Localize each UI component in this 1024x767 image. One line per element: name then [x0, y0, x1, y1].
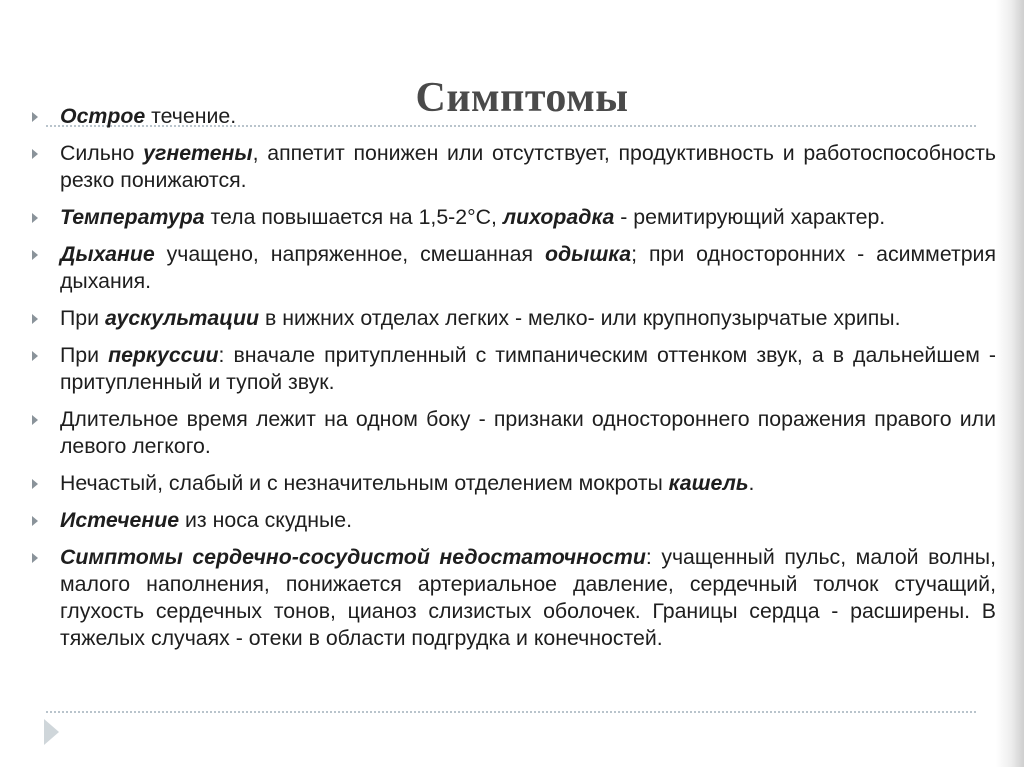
- bullet-item: [32, 544, 996, 652]
- triangle-bullet-icon: [32, 112, 38, 122]
- corner-triangle-icon: [44, 719, 59, 745]
- body-text: тела повышается на 1,5-2°С,: [204, 205, 503, 229]
- emphasis-text: перкуссии: [108, 343, 219, 367]
- bullet-item: [32, 140, 996, 194]
- emphasis-text: Симптомы сердечно-сосудистой недостаточности: [60, 545, 646, 569]
- body-text: При: [60, 343, 109, 367]
- triangle-bullet-icon: [32, 149, 38, 159]
- body-text: : учащенный пульс, малой волны, малого наполнения, понижается артериальное давление, сердечный толчок стучащий, глухость сердечных тонов, цианоз слизистых оболочек. Границы сердца - расширены. В тяжелых случаях - отеки в области подгрудка и конечностей.: [60, 545, 996, 650]
- bullet-item: [32, 305, 996, 332]
- emphasis-text: кашель: [668, 471, 749, 495]
- emphasis-text: лихорадка: [502, 205, 615, 229]
- body-text: Сильно: [60, 141, 144, 165]
- body-text: Нечастый, слабый и с незначительным отделением мокроты: [60, 471, 669, 495]
- emphasis-text: Температура: [60, 205, 205, 229]
- body-text: ; при односторонних - асимметрия дыхания.: [60, 242, 996, 293]
- bullet-list: [32, 103, 996, 662]
- bullet-item: [32, 342, 996, 396]
- bullet-item: [32, 204, 996, 231]
- body-text: .: [748, 471, 755, 495]
- bullet-item: [32, 241, 996, 295]
- triangle-bullet-icon: [32, 479, 38, 489]
- body-text: учащено, напряженное, смешанная: [154, 242, 545, 266]
- triangle-bullet-icon: [32, 415, 38, 425]
- body-text: - ремитирующий характер.: [614, 205, 886, 229]
- body-text: Длительное время лежит на одном боку - признаки одностороннего поражения правого или левого легкого.: [60, 407, 996, 458]
- triangle-bullet-icon: [32, 314, 38, 324]
- triangle-bullet-icon: [32, 351, 38, 361]
- triangle-bullet-icon: [32, 553, 38, 563]
- bullet-item: [32, 103, 996, 130]
- slide-title: Симптомы: [415, 75, 629, 122]
- emphasis-text: угнетены: [143, 141, 253, 165]
- triangle-bullet-icon: [32, 250, 38, 260]
- emphasis-text: Истечение: [60, 508, 180, 532]
- bottom-dotted-rule: [46, 711, 976, 713]
- body-text: При: [60, 306, 105, 330]
- bullet-item: [32, 470, 996, 497]
- emphasis-text: одышка: [544, 242, 632, 266]
- body-text: течение.: [145, 104, 237, 128]
- body-text: : вначале притупленный с тимпаническим оттенком звук, а в дальнейшем - притупленный и тупой звук.: [60, 343, 996, 394]
- bullet-item: [32, 507, 996, 534]
- bullet-item: [32, 406, 996, 460]
- body-text: в нижних отделах легких - мелко- или крупнопузырчатые хрипы.: [259, 306, 901, 330]
- emphasis-text: Острое: [60, 104, 146, 128]
- triangle-bullet-icon: [32, 516, 38, 526]
- body-text: из носа скудные.: [179, 508, 353, 532]
- emphasis-text: аускультации: [104, 306, 260, 330]
- triangle-bullet-icon: [32, 213, 38, 223]
- emphasis-text: Дыхание: [60, 242, 155, 266]
- body-text: , аппетит понижен или отсутствует, продуктивность и работоспособность резко понижаются.: [60, 141, 997, 192]
